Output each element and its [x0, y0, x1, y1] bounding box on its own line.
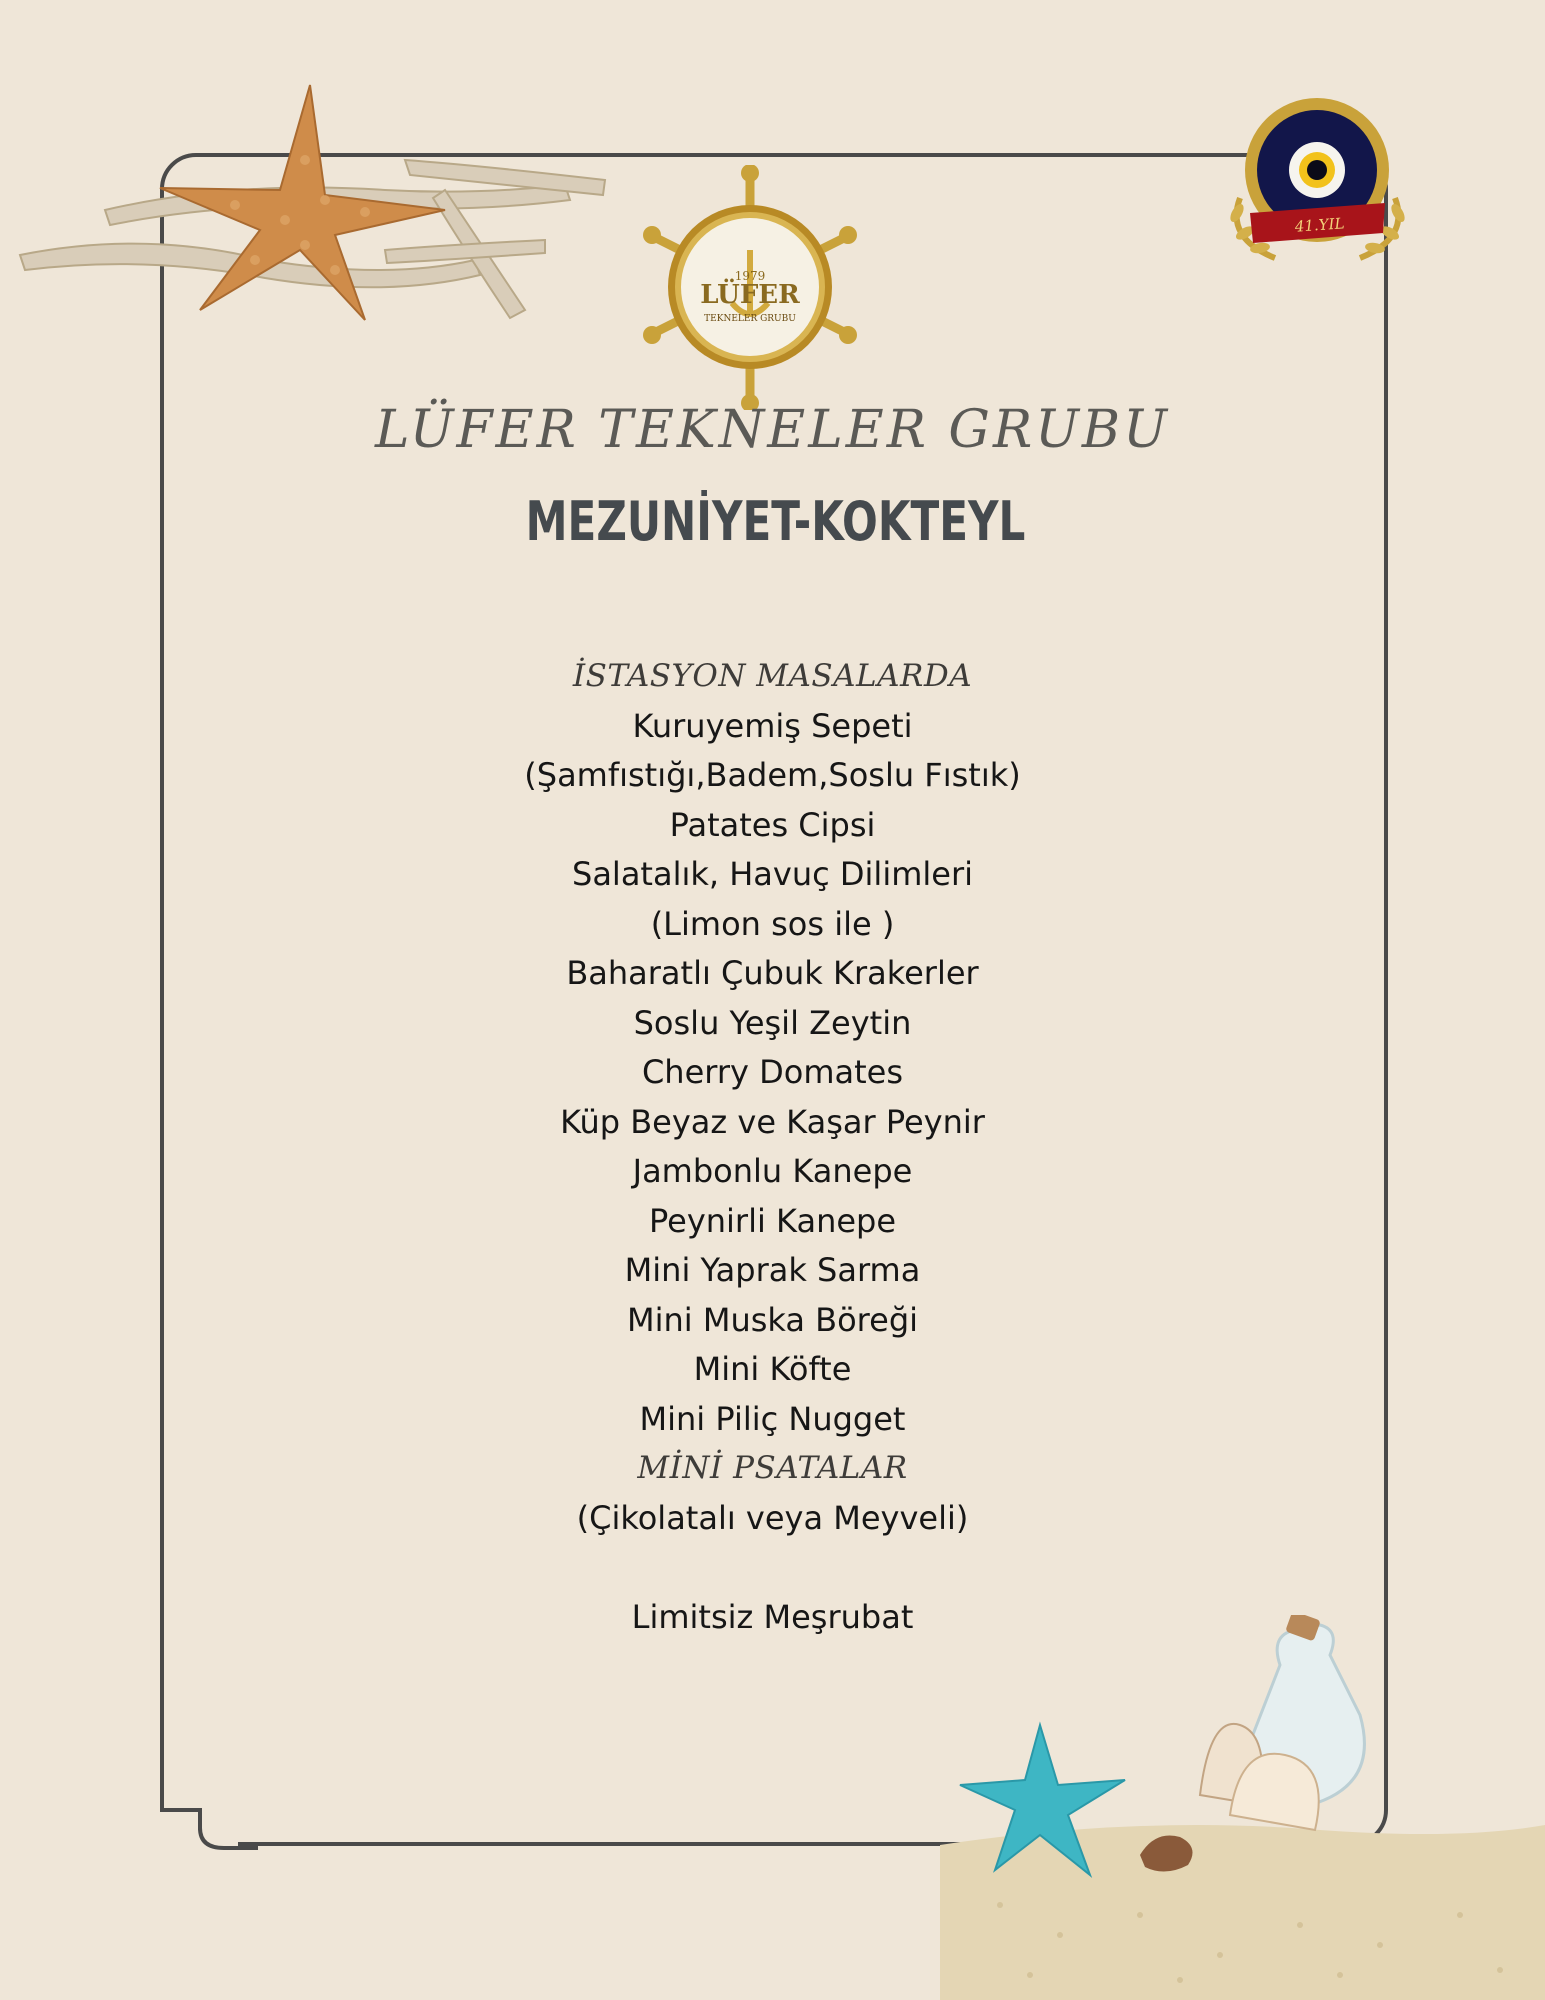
- menu-item: Jambonlu Kanepe: [632, 1152, 913, 1190]
- anniversary-badge: [1215, 98, 1420, 263]
- menu-section-heading: MİNİ PSATALAR: [637, 1450, 908, 1486]
- menu-item: Mini Köfte: [693, 1350, 852, 1388]
- menu-item: Kuruyemiş Sepeti: [632, 706, 913, 745]
- menu-item: Soslu Yeşil Zeytin: [633, 1003, 912, 1042]
- menu-item: Salatalık, Havuç Dilimleri: [572, 855, 973, 893]
- page-title: MEZUNİYET-KOKTEYL: [525, 490, 1026, 553]
- menu-item: Mini Piliç Nugget: [639, 1399, 906, 1438]
- menu-item: (Çikolatalı veya Meyveli): [576, 1498, 969, 1537]
- logo-year: 1979: [734, 269, 766, 283]
- menu-item: Limitsiz Meşrubat: [631, 1597, 914, 1636]
- menu-item: Küp Beyaz ve Kaşar Peynir: [560, 1102, 985, 1141]
- menu-list: [0, 652, 1545, 1642]
- menu-item: Mini Muska Böreği: [626, 1300, 919, 1339]
- menu-item: (Limon sos ile ): [650, 904, 895, 943]
- brand-heading: LÜFER TEKNELER GRUBU: [375, 400, 1170, 460]
- menu-item: (Şamfıstığı,Badem,Soslu Fıstık): [524, 756, 1021, 794]
- frame-notch-curve: [198, 1806, 258, 1850]
- menu-item: Peynirli Kanepe: [648, 1201, 897, 1240]
- menu-item: Cherry Domates: [641, 1053, 904, 1091]
- frame-notch-line: [160, 1780, 164, 1810]
- logo-name: LÜFER: [700, 280, 800, 310]
- lufer-logo: [640, 165, 860, 410]
- menu-section-heading: İSTASYON MASALARDA: [572, 658, 973, 694]
- beach-decoration-image: [940, 1615, 1545, 2000]
- menu-item: Patates Cipsi: [669, 805, 876, 844]
- logo-subtitle: TEKNELER GRUBU: [704, 314, 796, 324]
- menu-item: Mini Yaprak Sarma: [624, 1251, 921, 1289]
- driftwood-starfish-image: [5, 70, 615, 330]
- badge-label: 41.YIL: [1294, 214, 1346, 236]
- menu-item: Baharatlı Çubuk Krakerler: [566, 954, 979, 992]
- frame-notch-line: [160, 1808, 202, 1812]
- menu-spacer: [0, 1543, 1545, 1593]
